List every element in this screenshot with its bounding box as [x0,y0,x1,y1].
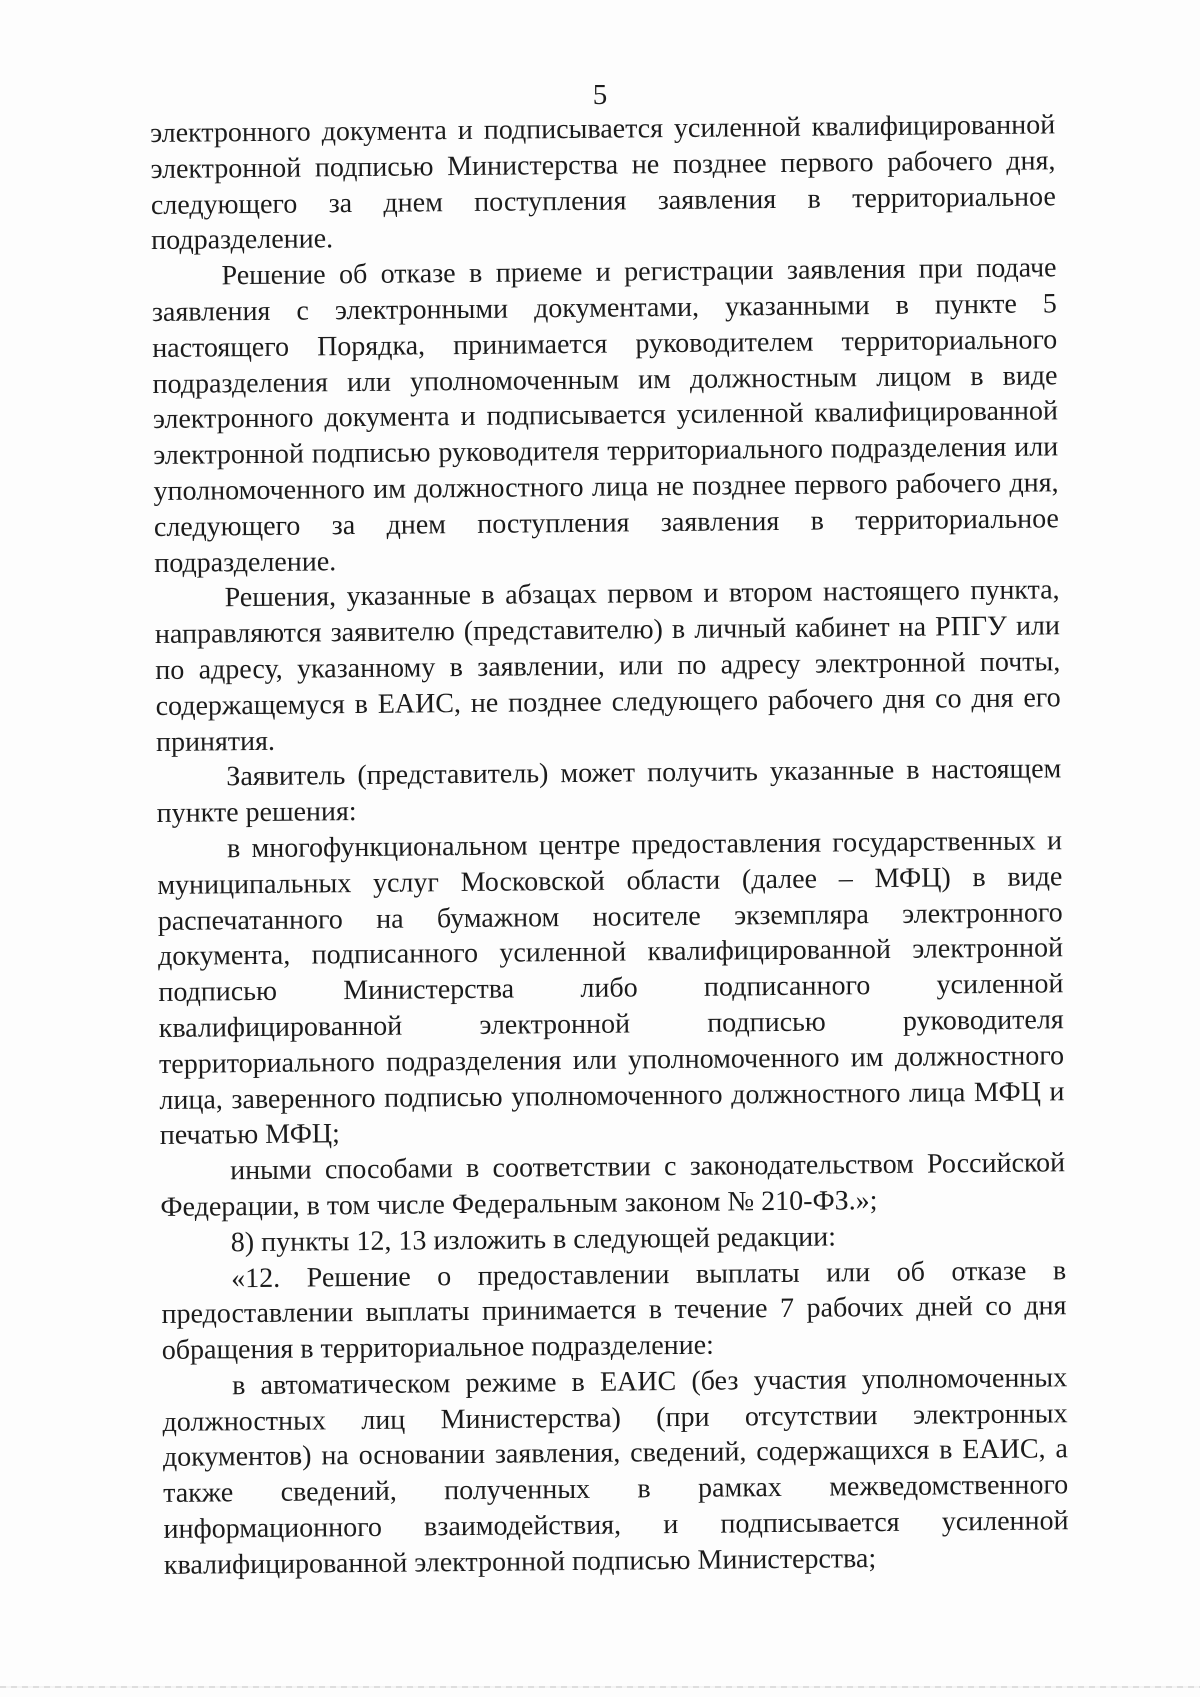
paragraph-receiving-options: Заявитель (представитель) может получить указанные в настоящем пункте решения: [156,753,1062,830]
paragraph-refusal-decision: Решение об отказе в приеме и регистрации заявления при подаче заявления с электронными документами, указанными в пункте 5 настоящего Порядка, принимается руководителем территориального подразделения или уполномоченным им должностным лицом в виде электронного документа и подписывается усиленной квалифицированной электронной подписью руководителя территориального подразделения или уполномоченного им должностного лица не позднее первого рабочего дня, следующего за днем поступления заявления в территориальное подразделение. [151,252,1060,579]
paragraph-decision-delivery: Решения, указанные в абзацах первом и втором настоящего пункта, направляются заявителю (представителю) в личный кабинет на РПГУ или по адресу, указанному в заявлении, или по адресу электронной почты, содержащемуся в ЕАИС, не позднее следующего рабочего дня со дня его принятия. [154,574,1061,758]
paragraph-mfc-option: в многофункциональном центре предоставления государственных и муниципальных услуг Московской области (далее – МФЦ) в виде распечатанного на бумажном носителе экземпляра электронного документа, подписанного усиленной квалифицированной электронной подписью Министерства либо подписанного усиленной квалифицированной электронной подписью руководителя территориального подразделения или уполномоченного им должностного лица, заверенного подписью уполномоченного должностного лица МФЦ и печатью МФЦ; [157,825,1065,1152]
paragraph-other-ways: иными способами в соответствии с законодательством Российской Федерации, в том числе Федеральным законом № 210-ФЗ.»; [160,1147,1066,1223]
document-body [150,107,1069,1583]
paragraph-clause-12: «12. Решение о предоставлении выплаты или об отказе в предоставлении выплаты принимается в течение 7 рабочих дней со дня обращения в территориальное подразделение: [161,1254,1067,1367]
paragraph-amendment-item-8: 8) пункты 12, 13 изложить в следующей редакции: [230,1221,837,1258]
paragraph-automatic-mode: в автоматическом режиме в ЕАИС (без участия уполномоченных должностных лиц Министерства) (при отсутствии электронных документов) на основании заявления, сведений, содержащихся в ЕАИС, а также сведений, полученных в рамках межведомственного информационного взаимодействия, и подписывается усиленной квалифицированной электронной подписью Министерства; [162,1362,1069,1581]
scan-edge-artifact [0,1686,1200,1688]
page-number: 5 [592,79,608,111]
paragraph-continuation: электронного документа и подписывается усиленной квалифицированной электронной подписью Министерства не позднее первого рабочего дня, следующего за днем поступления заявления в территориальное подразделение. [150,109,1056,257]
